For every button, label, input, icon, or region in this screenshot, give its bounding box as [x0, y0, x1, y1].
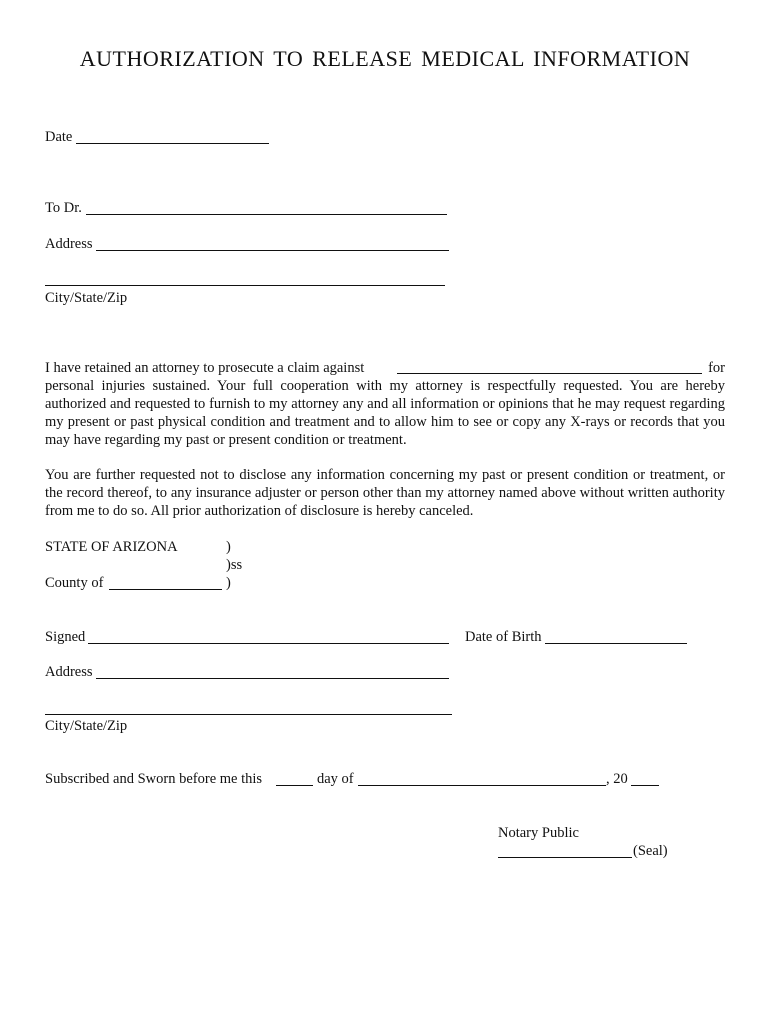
authorization-paragraph: [45, 359, 725, 449]
year-prefix: , 20: [606, 771, 628, 787]
state-label: STATE OF ARIZONA: [45, 539, 178, 555]
to-dr-label: To Dr.: [45, 200, 82, 216]
county-label: County of: [45, 575, 104, 591]
paren-1: ): [226, 539, 231, 555]
date-field[interactable]: [76, 143, 269, 144]
day-of-label: day of: [317, 771, 354, 787]
signed-label: Signed: [45, 629, 86, 645]
notary-signature-field[interactable]: [498, 857, 632, 858]
doctor-address-field[interactable]: [96, 250, 449, 251]
signature-field[interactable]: [88, 643, 449, 644]
nondisclosure-paragraph: You are further requested not to disclose any information concerning my past or present condition or treatment, or the record thereof, to any insurance adjuster or person other than my attorney named above without written authority from me to do so. All prior authorization of disclosure is hereby canceled.: [45, 467, 725, 519]
city-state-zip2-label: City/State/Zip: [45, 718, 128, 734]
paren-2: ): [226, 575, 231, 591]
county-field[interactable]: [109, 589, 222, 590]
claim-against-field[interactable]: [397, 361, 702, 374]
city-state-zip-label: City/State/Zip: [45, 290, 128, 306]
seal-label: (Seal): [633, 843, 668, 859]
for-text: for: [708, 360, 725, 376]
sworn-day-field[interactable]: [276, 785, 313, 786]
patient-address-field[interactable]: [96, 678, 449, 679]
subscribed-label: Subscribed and Sworn before me this: [45, 771, 263, 787]
patient-city-state-zip-field[interactable]: [45, 714, 452, 715]
ss-label: )ss: [226, 557, 243, 573]
claim-intro-text: I have retained an attorney to prosecute a claim against: [45, 360, 365, 376]
sworn-month-field[interactable]: [358, 785, 606, 786]
address2-label: Address: [45, 664, 93, 680]
sworn-year-field[interactable]: [631, 785, 659, 786]
address-label: Address: [45, 236, 93, 252]
doctor-city-state-zip-field[interactable]: [45, 285, 445, 286]
page-title: AUTHORIZATION TO RELEASE MEDICAL INFORMATION: [79, 46, 691, 71]
dob-label: Date of Birth: [465, 629, 542, 645]
authorization-text: personal injuries sustained. Your full cooperation with my attorney is respectfully requested. You are hereby authorized and requested to furnish to my attorney any and all information or opinions that he may request regarding my present or past physical condition and treatment and to allow him to see or copy any X-rays or records that you may have regarding my past or present condition or treatment.: [45, 378, 725, 448]
notary-label: Notary Public: [498, 825, 579, 841]
doctor-name-field[interactable]: [86, 214, 447, 215]
date-label: Date: [45, 129, 73, 145]
dob-field[interactable]: [545, 643, 687, 644]
